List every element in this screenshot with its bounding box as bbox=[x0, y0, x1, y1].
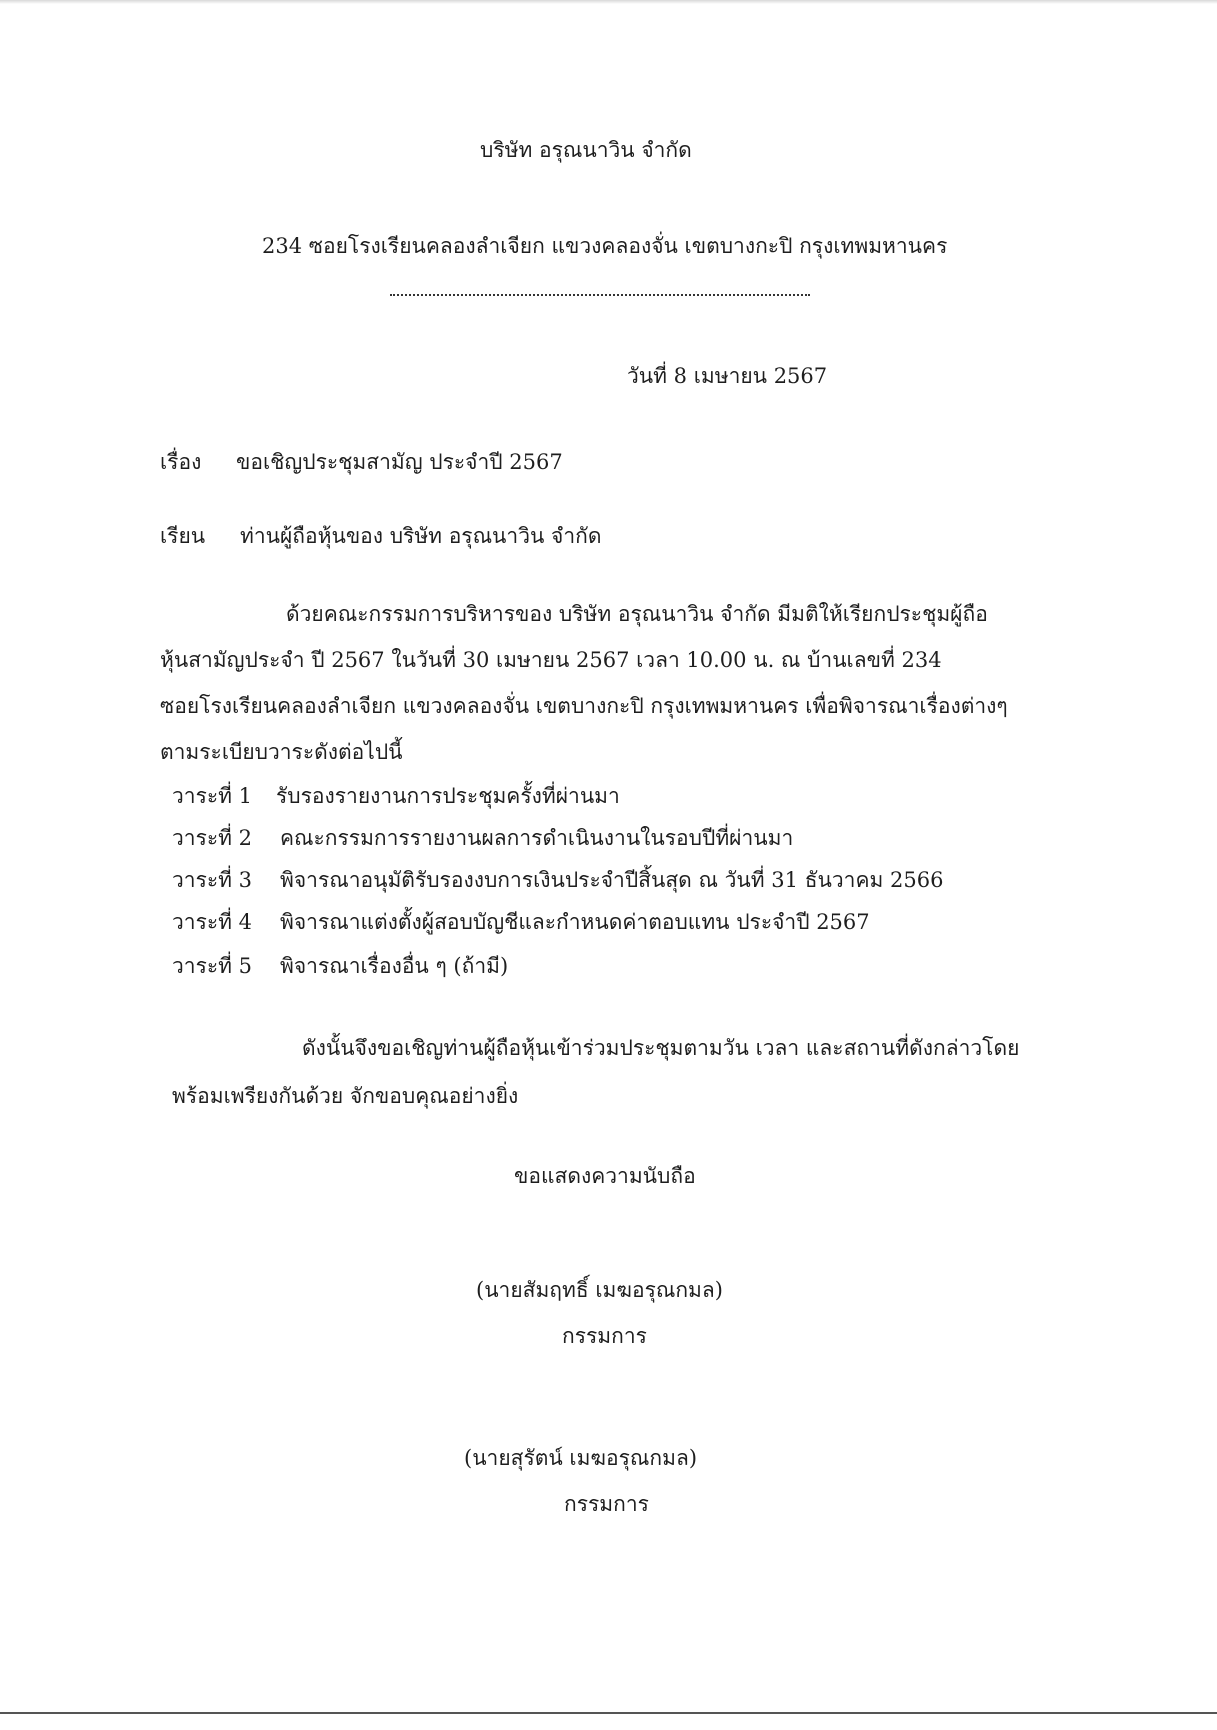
agenda-item-3-text: พิจารณาอนุมัติรับรองงบการเงินประจำปีสิ้นสุด ณ วันที่ 31 ธันวาคม 2566 bbox=[280, 868, 944, 892]
scan-edge-bottom bbox=[0, 1712, 1217, 1714]
recipient-label: เรียน bbox=[160, 524, 206, 548]
subject-text: ขอเชิญประชุมสามัญ ประจำปี 2567 bbox=[236, 450, 563, 474]
agenda-item-5-text: พิจารณาเรื่องอื่น ๆ (ถ้ามี) bbox=[280, 954, 509, 978]
signatory-2-title: กรรมการ bbox=[564, 1492, 649, 1516]
body-line: ด้วยคณะกรรมการบริหารของ บริษัท อรุณนาวิน จำกัด มีมติให้เรียกประชุมผู้ถือ bbox=[286, 602, 988, 626]
subject-label: เรื่อง bbox=[160, 450, 202, 474]
agenda-item-1-text: รับรองรายงานการประชุมครั้งที่ผ่านมา bbox=[276, 784, 620, 808]
agenda-item-1-label: วาระที่ 1 bbox=[172, 784, 253, 808]
company-address: 234 ซอยโรงเรียนคลองลำเจียก แขวงคลองจั่น เขตบางกะปิ กรุงเทพมหานคร bbox=[262, 234, 948, 258]
body-line: ตามระเบียบวาระดังต่อไปนี้ bbox=[160, 740, 403, 764]
scan-edge-top bbox=[0, 0, 1217, 4]
signatory-1-name: (นายสัมฤทธิ์ เมฆอรุณกมล) bbox=[476, 1278, 723, 1302]
closing-line: พร้อมเพรียงกันด้วย จักขอบคุณอย่างยิ่ง bbox=[172, 1084, 519, 1108]
agenda-item-3-label: วาระที่ 3 bbox=[172, 868, 253, 892]
dotted-divider bbox=[390, 290, 810, 296]
body-line: หุ้นสามัญประจำ ปี 2567 ในวันที่ 30 เมษายน 2567 เวลา 10.00 น. ณ บ้านเลขที่ 234 bbox=[160, 648, 942, 672]
agenda-item-2-label: วาระที่ 2 bbox=[172, 826, 253, 850]
company-name: บริษัท อรุณนาวิน จำกัด bbox=[480, 138, 692, 162]
recipient-text: ท่านผู้ถือหุ้นของ บริษัท อรุณนาวิน จำกัด bbox=[240, 524, 602, 548]
signatory-2-name: (นายสุรัตน์ เมฆอรุณกมล) bbox=[464, 1446, 698, 1470]
agenda-item-4-text: พิจารณาแต่งตั้งผู้สอบบัญชีและกำหนดค่าตอบแทน ประจำปี 2567 bbox=[280, 910, 870, 934]
signatory-1-title: กรรมการ bbox=[562, 1324, 647, 1348]
agenda-item-5-label: วาระที่ 5 bbox=[172, 954, 253, 978]
closing-line: ดังนั้นจึงขอเชิญท่านผู้ถือหุ้นเข้าร่วมประชุมตามวัน เวลา และสถานที่ดังกล่าวโดย bbox=[302, 1036, 1020, 1060]
letter-date: วันที่ 8 เมษายน 2567 bbox=[627, 364, 828, 388]
agenda-item-4-label: วาระที่ 4 bbox=[172, 910, 253, 934]
regards-line: ขอแสดงความนับถือ bbox=[514, 1164, 696, 1188]
body-line: ซอยโรงเรียนคลองลำเจียก แขวงคลองจั่น เขตบางกะปิ กรุงเทพมหานคร เพื่อพิจารณาเรื่องต่างๆ bbox=[160, 694, 1008, 718]
agenda-item-2-text: คณะกรรมการรายงานผลการดำเนินงานในรอบปีที่ผ่านมา bbox=[280, 826, 794, 850]
